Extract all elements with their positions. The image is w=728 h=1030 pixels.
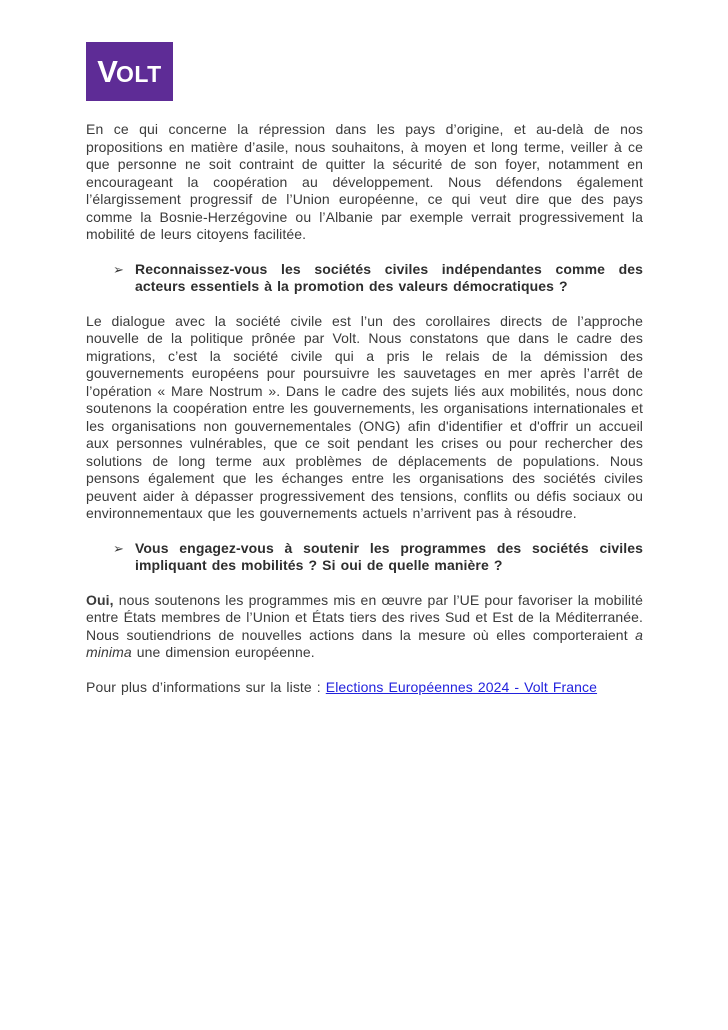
answer-text-2: une dimension européenne. <box>131 644 315 660</box>
question-text: Vous engagez-vous à soutenir les programmes des sociétés civiles impliquant des mobilités ? Si oui de quelle manière ? <box>135 539 643 573</box>
question-text: Reconnaissez-vous les sociétés civiles indépendantes comme des acteurs essentiels à la promotion des valeurs démocratiques ? <box>135 260 643 294</box>
answer-italic-a-minima: a minima <box>86 626 643 660</box>
more-info-label: Pour plus d’informations sur la liste : <box>86 678 326 695</box>
arrow-bullet-icon: ➢ <box>113 540 124 556</box>
more-info-line <box>86 679 643 697</box>
volt-logo <box>86 42 173 101</box>
page-content <box>86 42 643 710</box>
paragraph-repression-origine: En ce qui concerne la répression dans les pays d’origine, et au-delà de nos propositions en matière d’asile, nous souhaitons, à moyen et long terme, veiller à ce que personne ne soit contraint de quitter la sécurité de son foyer, notamment en encourageant la coopération au développement. Nous défendons également l’élargissement progressif de l’Union européenne, ce qui veut dire que des pays comme la Bosnie-Herzégovine ou l’Albanie par exemple verrait progressivement la mobilité de leurs citoyens facilitée. <box>86 121 643 242</box>
answer-text-1: nous soutenons les programmes mis en œuvre par l’UE pour favoriser la mobilité entre États membres de l’Union et États tiers des rives Sud et Est de la Méditerranée. Nous soutiendrions de nouvelles actions dans la mesure où elles comporteraient <box>86 591 643 643</box>
arrow-bullet-icon: ➢ <box>113 261 124 277</box>
answer-bold-lead: Oui, <box>86 591 114 608</box>
volt-logo-text: VOLT <box>97 54 162 89</box>
paragraph-dialogue-societe-civile: Le dialogue avec la société civile est l’un des corollaires directs de l’approche nouvelle de la politique prônée par Volt. Nous constatons que dans le cadre des migrations, c’est la société civile qui a pris le relais de la démission des gouvernements européens pour poursuivre les sauvetages en mer après l’arrêt de l’opération « Mare Nostrum ». Dans le cadre des sujets liés aux mobilités, nous donc soutenons la coopération entre les gouvernements, les organisations internationales et les organisations non gouvernementales (ONG) afin d'identifier et d'offrir un accueil aux personnes vulnérables, que ce soit pendant les crises ou pour rechercher des solutions de long terme aux problèmes de déplacements de populations. Nous pensons également que les échanges entre les organisations des sociétés civiles peuvent aider à dépasser progressivement des tensions, conflits ou défis sociaux ou environnementaux que les gouvernements actuels n’arrivent pas à résoudre. <box>86 312 643 521</box>
paragraph-answer-oui <box>86 592 643 662</box>
question-item-programmes-mobilites <box>86 540 643 575</box>
volt-france-elections-2024-link[interactable]: Elections Européennes 2024 - Volt France <box>325 678 598 695</box>
question-item-societes-civiles <box>86 261 643 296</box>
